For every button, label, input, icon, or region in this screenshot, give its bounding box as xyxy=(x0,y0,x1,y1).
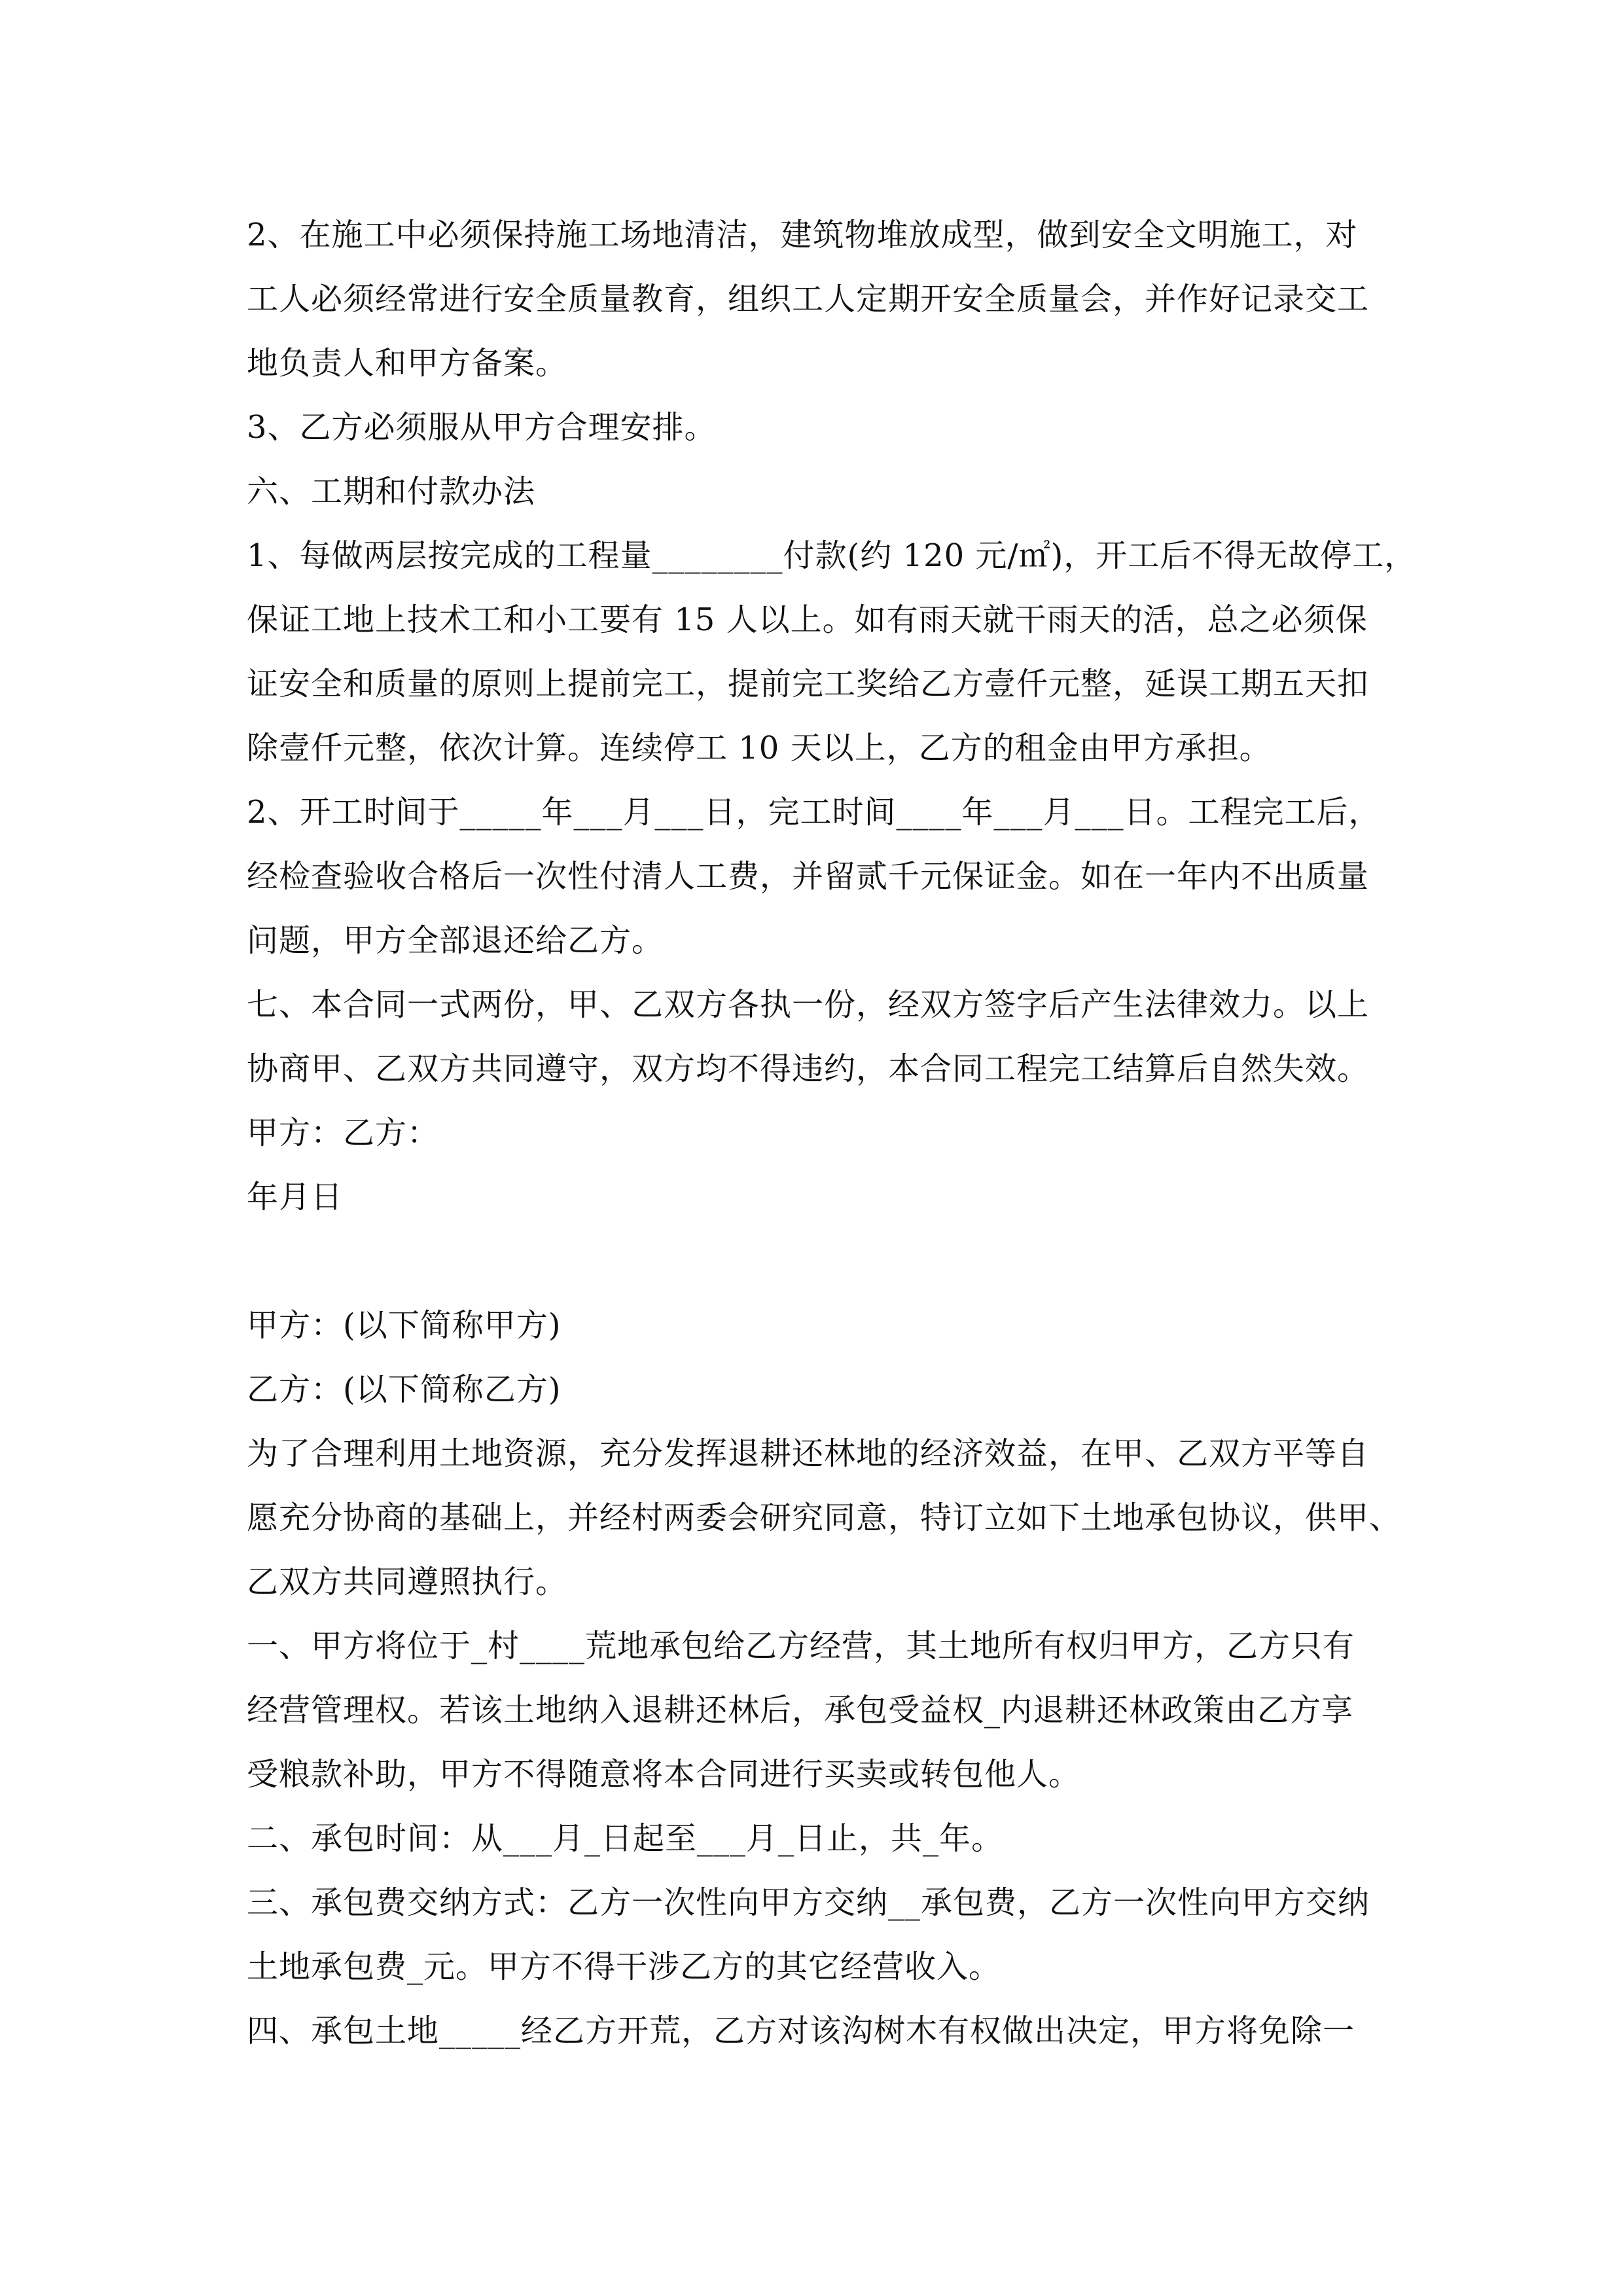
text-line: 经营管理权。若该土地纳入退耕还林后，承包受益权_内退耕还林政策由乙方享 xyxy=(247,1692,1354,1729)
text-line: 三、承包费交纳方式：乙方一次性向甲方交纳__承包费，乙方一次性向甲方交纳 xyxy=(247,1884,1370,1921)
text-line: 1、每做两层按完成的工程量________付款(约 120 元/㎡)，开工后不得无故停工， xyxy=(247,537,1417,574)
text-line: 工人必须经常进行安全质量教育，组织工人定期开安全质量会，并作好记录交工 xyxy=(247,281,1370,317)
text-line: 为了合理利用土地资源，充分发挥退耕还林地的经济效益，在甲、乙双方平等自 xyxy=(247,1435,1370,1472)
text-line: 一、甲方将位于_村____荒地承包给乙方经营，其土地所有权归甲方，乙方只有 xyxy=(247,1628,1355,1664)
document-body xyxy=(247,203,1417,2063)
text-line: 协商甲、乙双方共同遵守，双方均不得违约，本合同工程完工结算后自然失效。 xyxy=(247,1050,1370,1087)
text-line: 保证工地上技术工和小工要有 15 人以上。如有雨天就干雨天的活，总之必须保 xyxy=(247,601,1368,638)
signature-date: 年月日 xyxy=(247,1179,344,1215)
text-line: 土地承包费_元。甲方不得干涉乙方的其它经营收入。 xyxy=(247,1948,1001,1985)
text-line: 问题，甲方全部退还给乙方。 xyxy=(247,922,664,959)
text-line: 四、承包土地_____经乙方开荒，乙方对该沟树木有权做出决定，甲方将免除一 xyxy=(247,2013,1355,2049)
signature-parties: 甲方：乙方： xyxy=(247,1115,440,1151)
party-b-line: 乙方：(以下简称乙方) xyxy=(247,1371,562,1408)
text-line: 证安全和质量的原则上提前完工，提前完工奖给乙方壹仟元整，延误工期五天扣 xyxy=(247,666,1370,702)
section-heading: 六、工期和付款办法 xyxy=(247,473,536,510)
text-line: 乙双方共同遵照执行。 xyxy=(247,1564,568,1600)
text-line: 愿充分协商的基础上，并经村两委会研究同意，特订立如下土地承包协议，供甲、 xyxy=(247,1499,1402,1536)
text-line: 2、开工时间于_____年___月___日，完工时间____年___月___日。工程完工后， xyxy=(247,794,1381,831)
text-line: 3、乙方必须服从甲方合理安排。 xyxy=(247,409,717,446)
text-line: 受粮款补助，甲方不得随意将本合同进行买卖或转包他人。 xyxy=(247,1756,1081,1793)
text-line: 地负责人和甲方备案。 xyxy=(247,345,568,382)
text-line: 七、本合同一式两份，甲、乙双方各执一份，经双方签字后产生法律效力。以上 xyxy=(247,986,1370,1023)
text-line: 经检查验收合格后一次性付清人工费，并留贰千元保证金。如在一年内不出质量 xyxy=(247,858,1370,895)
section-gap xyxy=(247,1229,1399,1293)
text-line: 2、在施工中必须保持施工场地清洁，建筑物堆放成型，做到安全文明施工，对 xyxy=(247,217,1358,253)
party-a-line: 甲方：(以下简称甲方) xyxy=(247,1307,562,1344)
text-line: 除壹仟元整，依次计算。连续停工 10 天以上，乙方的租金由甲方承担。 xyxy=(247,730,1272,766)
text-line: 二、承包时间：从___月_日起至___月_日止，共_年。 xyxy=(247,1820,1004,1857)
